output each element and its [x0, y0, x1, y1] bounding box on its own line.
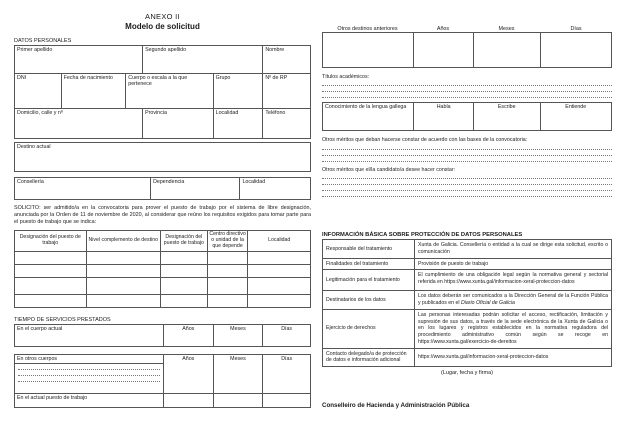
table-row: [15, 325, 310, 346]
puesto-header-row: [15, 231, 310, 251]
field-label: Conocimiento de la lengua gallega: [325, 104, 407, 111]
puesto-header: Designación del puesto de trabajo: [19, 234, 81, 247]
proteccion-datos-header: INFORMACIÓN BÁSICA SOBRE PROTECCIÓN DE DATOS PERSONALES: [322, 232, 523, 239]
puesto-empty-cell[interactable]: [160, 252, 207, 264]
otros-destinos-header: [322, 26, 612, 32]
field-label: Provincia: [145, 110, 167, 116]
conselleria-table: [14, 177, 311, 200]
field-primer-apellido[interactable]: [15, 46, 142, 73]
col-label: Habla: [436, 104, 451, 111]
col-label: Años: [182, 326, 195, 333]
table-row: [15, 73, 310, 108]
info-row-label: Contacto delegado/a de protección de datos e información adicional: [326, 350, 407, 364]
field-label: En otros cuerpos: [15, 355, 163, 364]
info-row-value: El cumplimiento de una obligación legal según la normativa general y sectorial referida en https://www.xunta.gal/informacion-xeral-proteccion-datos: [414, 270, 611, 290]
puesto-empty-cell[interactable]: [86, 278, 160, 294]
info-row-value: Provisión de puesto de trabajo: [414, 259, 611, 270]
meritos-candidato-lines[interactable]: [322, 173, 612, 197]
datos-personales-table: [14, 45, 311, 139]
field-label: Primer apellido: [17, 47, 53, 53]
otros-destinos-dias-cell[interactable]: [540, 33, 612, 67]
puesto-empty-cell[interactable]: [15, 278, 86, 294]
field-fecha-nacimiento[interactable]: [61, 74, 126, 108]
puesto-empty-cell[interactable]: [86, 265, 160, 277]
solicito-paragraph: SOLICITO: ser admitido/a en la convocatoria para prover el puesto de trabajo por el sistema de libre designación, anunciada por la Orden de 11 de noviembre de 2020, al considerar que reúno los requisitos exigidos para tomar parte para el puesto de trabajo que se indica:: [14, 205, 311, 226]
col-label: Meses: [230, 356, 246, 363]
info-row-label: Finalidades del tratamiento: [326, 260, 389, 267]
puesto-empty-cell[interactable]: [247, 252, 310, 264]
table-row: [15, 393, 310, 407]
right-column: [322, 26, 612, 409]
field-meses[interactable]: [213, 355, 263, 393]
annex-title: ANEXO II: [145, 12, 180, 21]
puesto-empty-cell[interactable]: [160, 265, 207, 277]
proteccion-datos-table: [322, 239, 612, 367]
puesto-header: Localidad: [247, 231, 310, 251]
info-row-value: Xunta de Galicia. Consellería o entidad a la cual se dirige esta solicitud, escrito o comunicación: [414, 240, 611, 258]
tiempo-cuerpo-actual-table: [14, 324, 311, 347]
table-row: [323, 258, 611, 270]
table-row: [323, 33, 611, 67]
empty-cell[interactable]: [262, 394, 310, 407]
col-label: Días: [281, 356, 293, 363]
left-column: [14, 12, 311, 408]
info-row-value-italic: Diario Oficial de Galicia: [460, 300, 515, 307]
table-row: [323, 290, 611, 309]
table-row: [323, 240, 611, 258]
otros-destinos-cell[interactable]: [323, 33, 413, 67]
field-label: Teléfono: [265, 110, 286, 116]
table-row: [15, 46, 310, 73]
section-tiempo-servicios: TIEMPO DE SERVICIOS PRESTADOS: [14, 317, 111, 324]
info-row-label: Ejercicio de derechos: [326, 325, 376, 332]
meritos-bases-lines[interactable]: [322, 144, 612, 162]
field-segundo-apellido[interactable]: [142, 46, 262, 73]
section-datos-personales: DATOS PERSONALES: [14, 38, 72, 44]
field-conselleria[interactable]: [15, 178, 150, 199]
table-row: [323, 103, 611, 130]
field-cuerpo-escala[interactable]: [125, 74, 212, 108]
field-grupo[interactable]: [213, 74, 263, 108]
puesto-empty-cell[interactable]: [207, 278, 248, 294]
field-otros-cuerpos[interactable]: [15, 355, 163, 393]
col-label: Escribe: [497, 104, 516, 111]
puesto-empty-cell[interactable]: [207, 265, 248, 277]
puesto-empty-cell[interactable]: [247, 265, 310, 277]
meritos-bases-label: Otros méritos que deban hacerse constar de acuerdo con las bases de la convocatoria:: [322, 137, 528, 144]
lugar-fecha-firma: (Lugar, fecha y firma): [441, 369, 493, 376]
field-domicilio[interactable]: [15, 109, 142, 138]
col-label: Días: [570, 26, 582, 32]
puesto-empty-row: [15, 264, 310, 277]
field-anos[interactable]: [163, 355, 213, 393]
titulos-lines[interactable]: [322, 80, 612, 98]
field-dias[interactable]: [262, 355, 310, 393]
info-row-value-text: Los datos deberán ser comunicados a la Dirección General de la Función Pública y publicados en el: [418, 293, 608, 307]
field-label: En el actual puesto de trabajo: [17, 395, 88, 402]
field-label: Cuerpo o escala a la que pertenece: [128, 75, 188, 88]
field-label: Consellería: [17, 179, 44, 185]
info-row-value: https://www.xunta.gal/informacion-xeral-proteccion-datos: [414, 349, 611, 366]
col-label: Años: [436, 26, 450, 32]
write-in-line[interactable]: [18, 376, 160, 382]
puesto-header: Centro directivo o unidad de la que depende: [207, 231, 248, 251]
puesto-table: [14, 230, 311, 308]
puesto-empty-row: [15, 294, 310, 307]
puesto-empty-cell[interactable]: [86, 252, 160, 264]
puesto-header: Nivel complemento de destino: [86, 231, 160, 251]
otros-destinos-meses-cell[interactable]: [473, 33, 540, 67]
puesto-empty-cell[interactable]: [86, 295, 160, 307]
lengua-gallega-table: [322, 102, 612, 131]
write-in-line[interactable]: [322, 156, 612, 162]
tiempo-otros-cuerpos-table: [14, 354, 311, 408]
titulos-label: Títulos académicos:: [322, 74, 370, 80]
puesto-empty-cell[interactable]: [207, 252, 248, 264]
otros-destinos-anos-cell[interactable]: [413, 33, 473, 67]
table-row: [323, 269, 611, 290]
empty-cell[interactable]: [163, 394, 213, 407]
info-row-value: Las personas interesadas podrán solicitar el acceso, rectificación, limitación y supresión de sus datos, a través de la sede electrónica de la Xunta de Galicia o en los lugares y registros establecidos en la normativa reguladora del procedimiento administrativo común según se recoge en https://www.xunta.gal/exercicio-de-dereitos: [414, 310, 611, 348]
field-label: DNI: [17, 75, 27, 81]
field-escribe[interactable]: [473, 103, 540, 130]
field-label: Domicilio, calle y nº: [17, 110, 63, 116]
col-label: Años: [182, 356, 195, 363]
col-label: Otros destinos anteriores: [337, 26, 398, 32]
field-label: Segundo apellido: [145, 47, 187, 53]
field-provincia[interactable]: [142, 109, 213, 138]
col-label: Meses: [230, 326, 246, 333]
write-in-lines[interactable]: [15, 364, 163, 382]
table-row: [15, 178, 310, 199]
puesto-empty-cell[interactable]: [247, 278, 310, 294]
table-row: [323, 309, 611, 348]
field-cuerpo-actual[interactable]: [15, 325, 163, 346]
form-title: Modelo de solicitud: [125, 22, 200, 31]
puesto-empty-row: [15, 277, 310, 294]
field-destino-actual[interactable]: [14, 142, 311, 172]
puesto-empty-cell[interactable]: [247, 295, 310, 307]
field-localidad-2[interactable]: [239, 178, 310, 199]
puesto-empty-cell[interactable]: [207, 295, 248, 307]
field-label: Nº de RP: [265, 75, 288, 81]
col-label: Entiende: [565, 104, 587, 111]
info-row-label: Responsable del tratamiento: [326, 245, 393, 252]
field-localidad[interactable]: [213, 109, 263, 138]
puesto-empty-row: [15, 251, 310, 264]
puesto-empty-cell[interactable]: [15, 295, 86, 307]
field-habla[interactable]: [413, 103, 473, 130]
field-entiende[interactable]: [540, 103, 612, 130]
field-anos[interactable]: [163, 325, 213, 346]
puesto-empty-cell[interactable]: [15, 252, 86, 264]
table-row: [323, 348, 611, 366]
info-row-label: Legitimación para el tratamiento: [326, 277, 400, 284]
field-label: Localidad: [215, 110, 239, 116]
field-dni[interactable]: [15, 74, 61, 108]
info-row-label: Destinatarios de los datos: [326, 296, 386, 303]
puesto-empty-cell[interactable]: [15, 265, 86, 277]
col-label: Días: [281, 326, 293, 333]
field-label: Localidad: [242, 179, 266, 185]
field-label: Fecha de nacimiento: [63, 75, 113, 81]
write-in-line[interactable]: [322, 92, 612, 98]
puesto-empty-cell[interactable]: [160, 295, 207, 307]
field-dependencia[interactable]: [150, 178, 239, 199]
field-telefono[interactable]: [262, 109, 310, 138]
otros-destinos-table: [322, 32, 612, 68]
table-row: [15, 355, 310, 393]
col-label: Meses: [498, 26, 515, 32]
meritos-candidato-label: Otros méritos que el/la candidato/a desee hacer constar:: [322, 166, 456, 173]
addressee-title: Conselleiro de Hacienda y Administración Pública: [322, 401, 470, 409]
puesto-empty-cell[interactable]: [160, 278, 207, 294]
field-dias[interactable]: [262, 325, 310, 346]
field-label: Destino actual: [17, 144, 51, 150]
puesto-header: Designación del puesto de trabajo: [160, 231, 207, 251]
write-in-line[interactable]: [322, 191, 612, 197]
field-label: Dependencia: [153, 179, 185, 185]
info-row-value: [414, 291, 611, 309]
field-num-rp[interactable]: [262, 74, 310, 108]
field-actual-puesto[interactable]: [15, 394, 163, 407]
field-label: En el cuerpo actual: [17, 326, 63, 333]
field-lengua-gallega[interactable]: [323, 103, 413, 130]
field-meses[interactable]: [213, 325, 263, 346]
empty-cell[interactable]: [213, 394, 263, 407]
field-nombre[interactable]: [262, 46, 310, 73]
field-label: Nombre: [265, 47, 285, 53]
table-row: [15, 108, 310, 138]
field-label: Grupo: [215, 75, 231, 81]
